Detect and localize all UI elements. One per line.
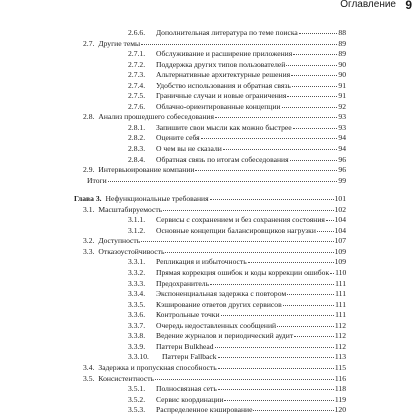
toc-entry-number: 3.3.3. bbox=[128, 278, 146, 288]
toc-entry-page: 104 bbox=[334, 215, 346, 225]
toc-entry-page: 91 bbox=[338, 80, 346, 90]
toc-entry-title: Анализ прошедшего собеседования bbox=[98, 112, 214, 122]
dot-leader bbox=[294, 336, 334, 337]
toc-entry-number: 3.3.6. bbox=[128, 310, 146, 320]
toc-entry-number: 3.3.7. bbox=[128, 320, 146, 330]
toc-entry-title: Дополнительная литература по теме поиска bbox=[156, 28, 298, 37]
toc-entry-title: Обслуживание и расширение приложения bbox=[156, 49, 293, 59]
table-of-contents bbox=[74, 28, 346, 416]
toc-entry[interactable] bbox=[74, 236, 346, 247]
toc-entry-title: Нефункциональные требования bbox=[105, 194, 209, 204]
toc-entry-page: 91 bbox=[338, 91, 346, 101]
dot-leader bbox=[326, 220, 334, 221]
toc-entry-number: 2.8.2. bbox=[128, 133, 146, 143]
toc-entry-title: Предохранитель bbox=[156, 278, 210, 288]
dot-leader bbox=[218, 368, 334, 369]
toc-entry[interactable] bbox=[74, 144, 346, 155]
dot-leader bbox=[286, 65, 337, 66]
toc-entry-title: Ведение журналов и периодический аудит bbox=[156, 331, 294, 341]
toc-entry-title: Паттерн Bulkhead bbox=[156, 341, 214, 351]
toc-entry-number: 3.3.4. bbox=[128, 289, 146, 299]
toc-entry-number: 2.7.2. bbox=[128, 59, 146, 69]
toc-entry-title: Сервис координации bbox=[156, 394, 224, 404]
toc-entry-page: 88 bbox=[338, 28, 346, 37]
toc-entry[interactable] bbox=[74, 331, 346, 342]
dot-leader bbox=[292, 86, 338, 87]
dot-leader bbox=[155, 379, 334, 380]
dot-leader bbox=[210, 199, 334, 200]
dot-leader bbox=[141, 44, 337, 45]
toc-entry-number: 3.5.3. bbox=[128, 405, 146, 415]
toc-entry-page: 112 bbox=[334, 331, 346, 341]
toc-entry-number: 2.6.6. bbox=[128, 28, 146, 37]
toc-entry[interactable] bbox=[74, 81, 346, 92]
toc-entry[interactable] bbox=[74, 155, 346, 166]
toc-entry-number: 3.3.1. bbox=[128, 257, 146, 267]
toc-entry-number: 3.5.1. bbox=[128, 384, 146, 394]
toc-entry-page: 109 bbox=[334, 257, 346, 267]
toc-entry-page: 89 bbox=[338, 38, 346, 48]
toc-entry-number: Глава 3. bbox=[74, 194, 102, 204]
toc-entry[interactable] bbox=[74, 363, 346, 374]
toc-entry[interactable] bbox=[74, 102, 346, 113]
toc-entry-title: Сервисы с сохранением и без сохранения состояния bbox=[156, 215, 325, 225]
toc-entry-title: Распределенное кэширование bbox=[156, 405, 253, 415]
toc-entry-title: Граничные случаи и новые ограничения bbox=[156, 91, 287, 101]
toc-entry-page: 120 bbox=[334, 405, 346, 415]
dot-leader bbox=[277, 326, 334, 327]
toc-entry-page: 93 bbox=[338, 122, 346, 132]
dot-leader bbox=[290, 160, 338, 161]
dot-leader bbox=[282, 107, 338, 108]
dot-leader bbox=[317, 231, 334, 232]
toc-entry[interactable] bbox=[74, 226, 346, 237]
toc-entry-page: 104 bbox=[334, 225, 346, 235]
toc-entry-number: 2.8. bbox=[83, 112, 95, 122]
toc-entry-number: 3.3. bbox=[83, 246, 95, 256]
toc-entry-page: 96 bbox=[338, 154, 346, 164]
toc-entry-title: Интервьюирование компании bbox=[98, 165, 195, 175]
toc-entry[interactable] bbox=[74, 257, 346, 268]
dot-leader bbox=[299, 33, 338, 34]
toc-entry-title: Полносвязная сеть bbox=[156, 384, 217, 394]
toc-chapter-entry[interactable] bbox=[74, 194, 346, 205]
toc-entry[interactable] bbox=[74, 268, 346, 279]
toc-entry-title: Удобство использования и обратная связь bbox=[156, 80, 291, 90]
toc-entry[interactable] bbox=[74, 39, 346, 50]
toc-entry-title: Очередь недоставленных сообщений bbox=[156, 320, 277, 330]
toc-entry-title: Итоги bbox=[87, 175, 107, 185]
toc-entry-page: 89 bbox=[338, 49, 346, 59]
dot-leader bbox=[218, 357, 334, 358]
toc-entry[interactable] bbox=[74, 165, 346, 176]
toc-entry-page: 112 bbox=[334, 320, 346, 330]
toc-entry-title: Прямая коррекция ошибок и коды коррекции ошибок bbox=[156, 268, 330, 278]
dot-leader bbox=[195, 170, 337, 171]
toc-entry-title: Экспоненциальная задержка с повтором bbox=[156, 289, 287, 299]
toc-entry[interactable] bbox=[74, 205, 346, 216]
toc-entry-page: 109 bbox=[334, 246, 346, 256]
dot-leader bbox=[223, 149, 338, 150]
toc-entry-number: 2.7.6. bbox=[128, 101, 146, 111]
dot-leader bbox=[210, 284, 334, 285]
toc-entry-number: 3.3.5. bbox=[128, 299, 146, 309]
dot-leader bbox=[253, 410, 333, 411]
toc-entry-page: 99 bbox=[338, 175, 346, 185]
toc-entry[interactable] bbox=[74, 279, 346, 290]
toc-entry[interactable] bbox=[74, 112, 346, 123]
toc-entry-page: 94 bbox=[338, 133, 346, 143]
toc-entry[interactable] bbox=[74, 247, 346, 258]
toc-entry[interactable] bbox=[74, 310, 346, 321]
dot-leader bbox=[330, 273, 334, 274]
toc-entry-number: 3.3.10. bbox=[128, 352, 149, 362]
dot-leader bbox=[287, 96, 337, 97]
toc-entry-number: 3.1. bbox=[83, 204, 95, 214]
toc-entry-title: Задержка и пропускная способность bbox=[98, 362, 217, 372]
toc-entry-page: 118 bbox=[334, 384, 346, 394]
toc-entry-number: 3.2. bbox=[83, 236, 95, 246]
toc-entry-page: 94 bbox=[338, 144, 346, 154]
toc-entry-number: 2.8.4. bbox=[128, 154, 146, 164]
dot-leader bbox=[283, 305, 335, 306]
toc-entry-page: 110 bbox=[335, 268, 347, 278]
toc-entry-number: 3.3.2. bbox=[128, 268, 146, 278]
toc-entry[interactable] bbox=[74, 60, 346, 71]
dot-leader bbox=[293, 128, 338, 129]
toc-entry-number: 3.5. bbox=[83, 373, 95, 383]
dot-leader bbox=[215, 347, 334, 348]
toc-entry-number: 2.8.3. bbox=[128, 144, 146, 154]
toc-entry-title: Контрольные точки bbox=[156, 310, 220, 320]
dot-leader bbox=[218, 389, 334, 390]
toc-entry[interactable] bbox=[74, 289, 346, 300]
dot-leader bbox=[215, 117, 337, 118]
toc-entry-page: 115 bbox=[334, 362, 346, 372]
toc-entry-number: 3.5.2. bbox=[128, 394, 146, 404]
toc-entry-number: 3.3.8. bbox=[128, 331, 146, 341]
toc-entry[interactable] bbox=[74, 300, 346, 311]
toc-entry-page: 116 bbox=[334, 373, 346, 383]
toc-entry-number: 2.9. bbox=[83, 165, 95, 175]
toc-entry-page: 112 bbox=[334, 341, 346, 351]
toc-entry-page: 90 bbox=[338, 59, 346, 69]
toc-entry-title: Основные концепции балансировщиков нагрузки bbox=[156, 225, 316, 235]
toc-entry-number: 2.7.1. bbox=[128, 49, 146, 59]
toc-entry-title: Оцените себя bbox=[156, 133, 200, 143]
toc-entry-number: 2.7.3. bbox=[128, 70, 146, 80]
toc-entry-title: Запишите свои мысли как можно быстрее bbox=[156, 122, 292, 132]
toc-entry-number: 2.7.4. bbox=[128, 80, 146, 90]
dot-leader bbox=[165, 252, 333, 253]
dot-leader bbox=[287, 294, 334, 295]
page-header bbox=[0, 0, 420, 12]
toc-entry[interactable] bbox=[74, 342, 346, 353]
toc-entry[interactable] bbox=[74, 384, 346, 395]
toc-entry-number: 3.1.2. bbox=[128, 225, 146, 235]
toc-entry-page: 96 bbox=[338, 165, 346, 175]
chapter-gap bbox=[74, 186, 346, 194]
toc-entry-page: 119 bbox=[334, 394, 346, 404]
toc-entry-number: 2.7. bbox=[83, 38, 95, 48]
toc-entry-number: 2.8.1. bbox=[128, 122, 146, 132]
dot-leader bbox=[291, 75, 337, 76]
toc-entry[interactable] bbox=[74, 374, 346, 385]
toc-entry-page: 102 bbox=[334, 204, 346, 214]
toc-entry[interactable] bbox=[74, 215, 346, 226]
toc-entry-page: 111 bbox=[335, 310, 346, 320]
toc-entry[interactable] bbox=[74, 176, 346, 187]
toc-entry[interactable] bbox=[74, 321, 346, 332]
running-header-page-number: 9 bbox=[405, 0, 412, 12]
toc-entry-page: 90 bbox=[338, 70, 346, 80]
toc-entry[interactable] bbox=[74, 405, 346, 416]
dot-leader bbox=[163, 210, 333, 211]
toc-entry-title: Другие темы bbox=[98, 38, 141, 48]
dot-leader bbox=[201, 138, 338, 139]
toc-entry[interactable] bbox=[74, 49, 346, 60]
toc-entry-page: 92 bbox=[338, 101, 346, 111]
toc-entry-title: Кэширование ответов других сервисов bbox=[156, 299, 282, 309]
toc-entry-title: Паттерн Fallback bbox=[162, 352, 217, 362]
toc-entry-number: 2.7.5. bbox=[128, 91, 146, 101]
toc-entry-page: 111 bbox=[335, 289, 346, 299]
toc-entry-title: Поддержка других типов пользователей bbox=[156, 59, 286, 69]
dot-leader bbox=[108, 181, 338, 182]
toc-entry[interactable] bbox=[74, 28, 346, 39]
toc-entry-title: Отказоустойчивость bbox=[98, 246, 165, 256]
toc-entry-title: Облачно-ориентированные концепции bbox=[156, 101, 281, 111]
toc-entry-number: 3.4. bbox=[83, 362, 95, 372]
dot-leader bbox=[221, 315, 335, 316]
toc-entry-number: 3.1.1. bbox=[128, 215, 146, 225]
toc-entry[interactable] bbox=[74, 91, 346, 102]
toc-entry[interactable] bbox=[74, 395, 346, 406]
toc-entry[interactable] bbox=[74, 123, 346, 134]
toc-entry-page: 93 bbox=[338, 112, 346, 122]
toc-entry-title: Репликация и избыточность bbox=[156, 257, 247, 267]
toc-entry-title: Консистентность bbox=[98, 373, 155, 383]
toc-entry-title: Альтернативные архитектурные решения bbox=[156, 70, 291, 80]
toc-entry-number: 3.3.9. bbox=[128, 341, 146, 351]
dot-leader bbox=[141, 241, 333, 242]
toc-entry-title: О чем вы не сказали bbox=[156, 144, 222, 154]
dot-leader bbox=[293, 54, 337, 55]
toc-entry[interactable] bbox=[74, 352, 346, 363]
toc-entry-title: Доступность bbox=[98, 236, 141, 246]
toc-entry-page: 113 bbox=[334, 352, 346, 362]
toc-entry-title: Масштабируемость bbox=[98, 204, 163, 214]
dot-leader bbox=[224, 400, 334, 401]
toc-entry-page: 107 bbox=[334, 236, 346, 246]
toc-entry[interactable] bbox=[74, 133, 346, 144]
toc-entry-page: 111 bbox=[335, 278, 346, 288]
toc-entry-page: 101 bbox=[334, 194, 346, 204]
toc-entry-title: Обратная связь по итогам собеседования bbox=[156, 154, 289, 164]
running-header-title: Оглавление bbox=[340, 0, 396, 10]
toc-entry-page: 111 bbox=[335, 299, 346, 309]
toc-entry[interactable] bbox=[74, 70, 346, 81]
dot-leader bbox=[248, 262, 334, 263]
